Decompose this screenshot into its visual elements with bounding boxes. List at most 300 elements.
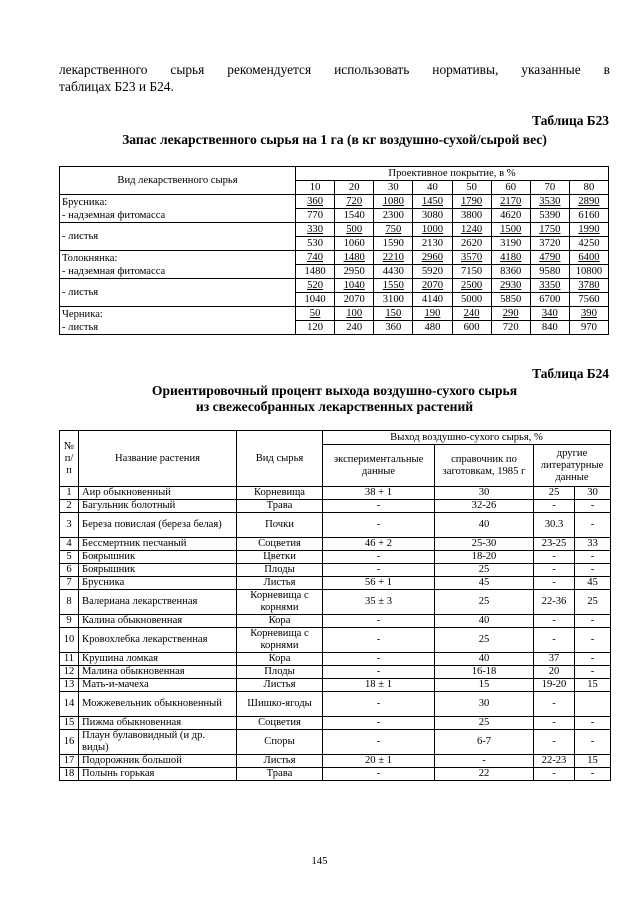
b23-value-air-dry: 1000 bbox=[421, 224, 444, 235]
b23-cell-air-dry bbox=[530, 279, 569, 293]
b23-cell-air-dry bbox=[335, 223, 374, 237]
b24-experimental-value: - bbox=[323, 666, 435, 679]
b24-raw-kind: Споры bbox=[237, 730, 323, 755]
b23-value-raw: 3720 bbox=[530, 237, 569, 251]
b23-cell-air-dry bbox=[452, 251, 491, 265]
b24-row-number: 14 bbox=[60, 692, 79, 717]
b23-cell-air-dry bbox=[296, 251, 335, 265]
b24-plant-name: Брусника bbox=[79, 577, 237, 590]
b23-value-air-dry: 1750 bbox=[539, 224, 561, 235]
b24-header-handbook: справочник по заготовкам, 1985 г bbox=[435, 445, 534, 487]
b23-row-top bbox=[60, 251, 609, 265]
b23-value-air-dry: 360 bbox=[307, 196, 323, 207]
b24-literature-value-2: - bbox=[575, 730, 611, 755]
b23-value-raw: 600 bbox=[452, 321, 491, 335]
b23-cell-air-dry bbox=[296, 279, 335, 293]
b23-value-air-dry: 2170 bbox=[500, 196, 522, 207]
b24-raw-kind: Корневища с корнями bbox=[237, 628, 323, 653]
b24-handbook-value: 40 bbox=[435, 513, 534, 538]
b24-plant-name: Плаун булавовидный (и др. виды) bbox=[79, 730, 237, 755]
b24-literature-value-2: - bbox=[575, 615, 611, 628]
b24-experimental-value: - bbox=[323, 692, 435, 717]
b23-cell-air-dry bbox=[569, 307, 608, 321]
b24-plant-name: Валериана лекарственная bbox=[79, 590, 237, 615]
b23-cell-air-dry bbox=[569, 279, 608, 293]
b24-literature-value-2: - bbox=[575, 513, 611, 538]
b24-row-number: 9 bbox=[60, 615, 79, 628]
b23-value-raw: 1590 bbox=[374, 237, 413, 251]
b24-literature-value-2: - bbox=[575, 653, 611, 666]
b23-value-raw: 4620 bbox=[491, 209, 530, 223]
b24-row bbox=[60, 551, 611, 564]
b24-raw-kind: Почки bbox=[237, 513, 323, 538]
b24-literature-value-1: - bbox=[534, 615, 575, 628]
b23-value-raw: 240 bbox=[335, 321, 374, 335]
b24-literature-value-1: - bbox=[534, 577, 575, 590]
b23-value-air-dry: 330 bbox=[307, 224, 323, 235]
b24-handbook-value: 6-7 bbox=[435, 730, 534, 755]
b24-row bbox=[60, 628, 611, 653]
b23-cell-air-dry bbox=[491, 279, 530, 293]
table-b23-title: Запас лекарственного сырья на 1 га (в кг воздушно-сухой/сырой вес) bbox=[122, 132, 547, 147]
b23-value-air-dry: 500 bbox=[346, 224, 363, 235]
b23-cell-air-dry bbox=[530, 251, 569, 265]
b23-cell-air-dry bbox=[530, 195, 569, 209]
b24-row-number: 1 bbox=[60, 487, 79, 500]
b23-value-air-dry: 2930 bbox=[500, 280, 522, 291]
b23-cell-air-dry bbox=[569, 251, 608, 265]
b24-raw-kind: Цветки bbox=[237, 551, 323, 564]
b24-literature-value-1: 25 bbox=[534, 487, 575, 500]
b24-plant-name: Бессмертник песчаный bbox=[79, 538, 237, 551]
b23-value-air-dry: 3570 bbox=[460, 252, 483, 263]
b24-handbook-value: 32-26 bbox=[435, 500, 534, 513]
page-number: 145 bbox=[311, 856, 328, 867]
b24-literature-value-1: 37 bbox=[534, 653, 575, 666]
b24-row-number: 10 bbox=[60, 628, 79, 653]
b23-coverage-10: 10 bbox=[296, 181, 335, 195]
b23-value-raw: 3800 bbox=[452, 209, 491, 223]
b23-value-raw: 4140 bbox=[413, 293, 452, 307]
b24-row bbox=[60, 590, 611, 615]
b24-raw-kind: Корневища bbox=[237, 487, 323, 500]
b24-literature-value-2: - bbox=[575, 551, 611, 564]
b24-raw-kind: Соцветия bbox=[237, 717, 323, 730]
b24-literature-value-1: - bbox=[534, 717, 575, 730]
b23-value-raw: 7560 bbox=[569, 293, 608, 307]
b24-plant-name: Калина обыкновенная bbox=[79, 615, 237, 628]
b24-plant-name: Малина обыкновенная bbox=[79, 666, 237, 679]
b23-coverage-20: 20 bbox=[335, 181, 374, 195]
b23-cell-air-dry bbox=[413, 251, 452, 265]
b23-value-air-dry: 4180 bbox=[500, 252, 522, 263]
b23-value-air-dry: 3530 bbox=[539, 196, 561, 207]
b23-value-raw: 1060 bbox=[335, 237, 374, 251]
b24-plant-name: Можжевельник обыкновенный bbox=[79, 692, 237, 717]
table-b24-number: Таблица Б24 bbox=[532, 366, 609, 381]
b23-value-air-dry: 190 bbox=[424, 308, 441, 319]
b24-plant-name: Боярышник bbox=[79, 564, 237, 577]
b23-value-raw: 530 bbox=[296, 237, 335, 251]
b24-row-number: 2 bbox=[60, 500, 79, 513]
b24-experimental-value: 20 ± 1 bbox=[323, 755, 435, 768]
b24-handbook-value: 45 bbox=[435, 577, 534, 590]
b23-value-air-dry: 1450 bbox=[421, 196, 444, 207]
b24-experimental-value: - bbox=[323, 730, 435, 755]
b23-cell-air-dry bbox=[335, 307, 374, 321]
b23-cell-air-dry bbox=[452, 223, 491, 237]
b24-row bbox=[60, 615, 611, 628]
b23-species-label bbox=[60, 223, 296, 251]
b23-value-air-dry: 390 bbox=[580, 308, 597, 319]
b24-experimental-value: - bbox=[323, 768, 435, 781]
b23-species-label bbox=[60, 195, 296, 223]
b24-header-num: № п/п bbox=[60, 431, 79, 487]
b24-row bbox=[60, 538, 611, 551]
b24-literature-value-2: 30 bbox=[575, 487, 611, 500]
b24-experimental-value: 18 ± 1 bbox=[323, 679, 435, 692]
b24-experimental-value: 56 + 1 bbox=[323, 577, 435, 590]
b24-plant-name: Аир обыкновенный bbox=[79, 487, 237, 500]
b24-raw-kind: Соцветия bbox=[237, 538, 323, 551]
b23-value-air-dry: 1550 bbox=[382, 280, 404, 291]
b23-value-raw: 1540 bbox=[335, 209, 374, 223]
b24-experimental-value: - bbox=[323, 513, 435, 538]
b24-handbook-value: 25 bbox=[435, 590, 534, 615]
b24-literature-value-2: - bbox=[575, 717, 611, 730]
b24-plant-name: Подорожник большой bbox=[79, 755, 237, 768]
table-b24-title-line-1: Ориентировочный процент выхода воздушно-сухого сырья bbox=[151, 383, 518, 398]
b23-cell-air-dry bbox=[374, 195, 413, 209]
b23-cell-air-dry bbox=[374, 223, 413, 237]
b23-value-air-dry: 290 bbox=[502, 308, 519, 319]
b24-raw-kind: Шишко-ягоды bbox=[237, 692, 323, 717]
b24-row bbox=[60, 564, 611, 577]
b24-experimental-value: - bbox=[323, 500, 435, 513]
b24-row bbox=[60, 730, 611, 755]
b24-row bbox=[60, 513, 611, 538]
b23-row-top bbox=[60, 195, 609, 209]
b23-value-raw: 2070 bbox=[335, 293, 374, 307]
b23-coverage-40: 40 bbox=[413, 181, 452, 195]
b23-value-air-dry: 720 bbox=[346, 196, 363, 207]
b24-raw-kind: Плоды bbox=[237, 666, 323, 679]
b23-cell-air-dry bbox=[452, 279, 491, 293]
b23-cell-air-dry bbox=[413, 307, 452, 321]
b23-value-air-dry: 6400 bbox=[578, 252, 600, 263]
b24-row-number: 18 bbox=[60, 768, 79, 781]
b24-literature-value-1: - bbox=[534, 730, 575, 755]
b23-value-raw: 360 bbox=[374, 321, 413, 335]
b23-value-raw: 2300 bbox=[374, 209, 413, 223]
b24-handbook-value: 15 bbox=[435, 679, 534, 692]
b23-cell-air-dry bbox=[335, 279, 374, 293]
b24-row-number: 3 bbox=[60, 513, 79, 538]
b23-value-raw: 4430 bbox=[374, 265, 413, 279]
b23-value-raw: 7150 bbox=[452, 265, 491, 279]
b24-row-number: 5 bbox=[60, 551, 79, 564]
b23-value-raw: 840 bbox=[530, 321, 569, 335]
b24-literature-value-1: 19-20 bbox=[534, 679, 575, 692]
b24-literature-value-2: - bbox=[575, 768, 611, 781]
b24-plant-name: Багульник болотный bbox=[79, 500, 237, 513]
b23-value-air-dry: 750 bbox=[385, 224, 402, 235]
b24-handbook-value: 30 bbox=[435, 487, 534, 500]
b24-handbook-value: 18-20 bbox=[435, 551, 534, 564]
b24-row bbox=[60, 666, 611, 679]
table-b23-number: Таблица Б23 bbox=[532, 113, 609, 128]
b24-plant-name: Полынь горькая bbox=[79, 768, 237, 781]
b23-value-raw: 2130 bbox=[413, 237, 452, 251]
b23-value-raw: 2950 bbox=[335, 265, 374, 279]
b24-handbook-value: 40 bbox=[435, 653, 534, 666]
b24-row-number: 16 bbox=[60, 730, 79, 755]
b24-raw-kind: Трава bbox=[237, 500, 323, 513]
b24-experimental-value: 35 ± 3 bbox=[323, 590, 435, 615]
b23-species-label-line: Черника: bbox=[62, 308, 103, 320]
b23-value-raw: 6160 bbox=[569, 209, 608, 223]
b24-literature-value-2: 15 bbox=[575, 679, 611, 692]
b24-literature-value-2: - bbox=[575, 500, 611, 513]
b24-row bbox=[60, 755, 611, 768]
b23-row-top bbox=[60, 223, 609, 237]
b24-handbook-value: 30 bbox=[435, 692, 534, 717]
b23-cell-air-dry bbox=[452, 307, 491, 321]
b23-value-air-dry: 1040 bbox=[343, 280, 365, 291]
intro-line-1: лекарственного сырья рекомендуется использовать нормативы, указанные в bbox=[59, 62, 610, 77]
b23-cell-air-dry bbox=[413, 279, 452, 293]
b23-value-air-dry: 2890 bbox=[578, 196, 600, 207]
b23-species-label-line: - надземная фитомасса bbox=[62, 209, 166, 221]
b23-cell-air-dry bbox=[569, 223, 608, 237]
b24-header-literature: другие литературные данные bbox=[534, 445, 611, 487]
b23-value-raw: 2620 bbox=[452, 237, 491, 251]
b23-value-raw: 1480 bbox=[296, 265, 335, 279]
b24-row bbox=[60, 768, 611, 781]
b23-header-coverage: Проективное покрытие, в % bbox=[296, 167, 609, 181]
b23-species-label-line: Толокнянка: bbox=[62, 252, 118, 264]
b24-row-number: 7 bbox=[60, 577, 79, 590]
b24-plant-name: Береза повислая (береза белая) bbox=[79, 513, 237, 538]
b23-value-air-dry: 100 bbox=[346, 308, 363, 319]
b24-raw-kind: Плоды bbox=[237, 564, 323, 577]
b23-cell-air-dry bbox=[452, 195, 491, 209]
b23-value-air-dry: 150 bbox=[385, 308, 402, 319]
b23-cell-air-dry bbox=[530, 307, 569, 321]
b23-cell-air-dry bbox=[296, 195, 335, 209]
b23-value-raw: 3190 bbox=[491, 237, 530, 251]
b23-value-air-dry: 240 bbox=[463, 308, 480, 319]
b24-literature-value-2: - bbox=[575, 666, 611, 679]
b24-raw-kind: Листья bbox=[237, 679, 323, 692]
b23-value-air-dry: 1990 bbox=[578, 224, 600, 235]
b23-value-air-dry: 2070 bbox=[421, 280, 444, 291]
b23-coverage-80: 80 bbox=[569, 181, 608, 195]
b23-value-air-dry: 740 bbox=[307, 252, 323, 263]
b23-value-raw: 120 bbox=[296, 321, 335, 335]
b24-plant-name: Пижма обыкновенная bbox=[79, 717, 237, 730]
b24-raw-kind: Кора bbox=[237, 615, 323, 628]
b24-literature-value-2: - bbox=[575, 628, 611, 653]
b23-cell-air-dry bbox=[530, 223, 569, 237]
b24-experimental-value: - bbox=[323, 615, 435, 628]
b23-coverage-60: 60 bbox=[491, 181, 530, 195]
b24-handbook-value: - bbox=[435, 755, 534, 768]
b23-value-air-dry: 3350 bbox=[539, 280, 561, 291]
b24-experimental-value: - bbox=[323, 653, 435, 666]
b23-species-label-line: - листья bbox=[62, 321, 99, 333]
table-b24-title bbox=[59, 383, 610, 415]
table-b24 bbox=[59, 430, 611, 781]
b24-handbook-value: 16-18 bbox=[435, 666, 534, 679]
b24-experimental-value: 38 + 1 bbox=[323, 487, 435, 500]
intro-paragraph bbox=[59, 61, 610, 95]
b24-literature-value-1: 23-25 bbox=[534, 538, 575, 551]
b23-coverage-70: 70 bbox=[530, 181, 569, 195]
b23-species-label-line: - листья bbox=[62, 287, 99, 298]
b24-literature-value-1: - bbox=[534, 564, 575, 577]
b24-row bbox=[60, 500, 611, 513]
b24-row bbox=[60, 577, 611, 590]
b23-cell-air-dry bbox=[335, 251, 374, 265]
b23-species-label-line: - листья bbox=[62, 231, 99, 242]
b23-value-raw: 5000 bbox=[452, 293, 491, 307]
b24-raw-kind: Листья bbox=[237, 577, 323, 590]
b24-literature-value-1: 22-36 bbox=[534, 590, 575, 615]
b24-raw-kind: Корневища с корнями bbox=[237, 590, 323, 615]
b23-cell-air-dry bbox=[374, 251, 413, 265]
b24-raw-kind: Кора bbox=[237, 653, 323, 666]
b23-value-air-dry: 2210 bbox=[382, 252, 404, 263]
b23-value-air-dry: 520 bbox=[307, 280, 323, 291]
b23-value-raw: 4250 bbox=[569, 237, 608, 251]
b24-handbook-value: 22 bbox=[435, 768, 534, 781]
table-b23 bbox=[59, 166, 609, 335]
b23-value-air-dry: 2960 bbox=[421, 252, 444, 263]
b24-experimental-value: - bbox=[323, 628, 435, 653]
b24-raw-kind: Трава bbox=[237, 768, 323, 781]
b23-value-air-dry: 1500 bbox=[500, 224, 522, 235]
b24-plant-name: Крушина ломкая bbox=[79, 653, 237, 666]
b23-value-air-dry: 4790 bbox=[539, 252, 561, 263]
b24-literature-value-2: - bbox=[575, 564, 611, 577]
b24-literature-value-2: 25 bbox=[575, 590, 611, 615]
b23-value-raw: 1040 bbox=[296, 293, 335, 307]
b24-row-number: 4 bbox=[60, 538, 79, 551]
b23-cell-air-dry bbox=[374, 279, 413, 293]
b23-row-top bbox=[60, 307, 609, 321]
b24-literature-value-2: 45 bbox=[575, 577, 611, 590]
b24-row bbox=[60, 487, 611, 500]
b23-value-raw: 3100 bbox=[374, 293, 413, 307]
b23-species-label-line: - надземная фитомасса bbox=[62, 265, 166, 277]
b23-cell-air-dry bbox=[491, 195, 530, 209]
b23-value-air-dry: 1790 bbox=[460, 196, 483, 207]
b23-value-raw: 3080 bbox=[413, 209, 452, 223]
b23-value-air-dry: 3780 bbox=[578, 280, 600, 291]
b23-value-raw: 480 bbox=[413, 321, 452, 335]
b23-value-air-dry: 1080 bbox=[382, 196, 404, 207]
b24-literature-value-1: - bbox=[534, 500, 575, 513]
b24-row-number: 6 bbox=[60, 564, 79, 577]
b23-cell-air-dry bbox=[491, 251, 530, 265]
b23-cell-air-dry bbox=[491, 307, 530, 321]
b24-row bbox=[60, 717, 611, 730]
b24-literature-value-1: 20 bbox=[534, 666, 575, 679]
b24-header-experimental: экспериментальные данные bbox=[323, 445, 435, 487]
b24-literature-value-1: 30.3 bbox=[534, 513, 575, 538]
b24-literature-value-2: 15 bbox=[575, 755, 611, 768]
b23-header-species: Вид лекарственного сырья bbox=[60, 167, 296, 195]
b24-header-name: Название растения bbox=[79, 431, 237, 487]
b23-cell-air-dry bbox=[296, 223, 335, 237]
b24-handbook-value: 25 bbox=[435, 628, 534, 653]
b23-value-raw: 5390 bbox=[530, 209, 569, 223]
b24-literature-value-1: - bbox=[534, 692, 575, 717]
b24-literature-value-1: 22-23 bbox=[534, 755, 575, 768]
b24-literature-value-2: 33 bbox=[575, 538, 611, 551]
b24-plant-name: Боярышник bbox=[79, 551, 237, 564]
b23-cell-air-dry bbox=[491, 223, 530, 237]
b23-value-raw: 8360 bbox=[491, 265, 530, 279]
b24-handbook-value: 25 bbox=[435, 564, 534, 577]
b24-experimental-value: 46 + 2 bbox=[323, 538, 435, 551]
b23-species-label bbox=[60, 251, 296, 279]
b24-row-number: 11 bbox=[60, 653, 79, 666]
table-b24-title-line-2: из свежесобранных лекарственных растений bbox=[195, 399, 474, 414]
b23-value-raw: 5850 bbox=[491, 293, 530, 307]
b23-value-raw: 9580 bbox=[530, 265, 569, 279]
b24-plant-name: Кровохлебка лекарственная bbox=[79, 628, 237, 653]
b24-handbook-value: 25-30 bbox=[435, 538, 534, 551]
b23-cell-air-dry bbox=[335, 195, 374, 209]
b23-row-top bbox=[60, 279, 609, 293]
b23-value-air-dry: 1480 bbox=[343, 252, 365, 263]
b23-value-raw: 770 bbox=[296, 209, 335, 223]
b23-value-air-dry: 1240 bbox=[460, 224, 483, 235]
b23-cell-air-dry bbox=[413, 195, 452, 209]
b23-cell-air-dry bbox=[296, 307, 335, 321]
b23-value-raw: 6700 bbox=[530, 293, 569, 307]
b23-cell-air-dry bbox=[374, 307, 413, 321]
b24-literature-value-1: - bbox=[534, 768, 575, 781]
b23-value-air-dry: 2500 bbox=[460, 280, 483, 291]
b24-row bbox=[60, 692, 611, 717]
b23-species-label bbox=[60, 279, 296, 307]
b23-species-label bbox=[60, 307, 296, 335]
b24-literature-value-1: - bbox=[534, 628, 575, 653]
b24-row-number: 13 bbox=[60, 679, 79, 692]
b24-row-number: 15 bbox=[60, 717, 79, 730]
b23-coverage-50: 50 bbox=[452, 181, 491, 195]
b24-row-number: 12 bbox=[60, 666, 79, 679]
b24-header-yield: Выход воздушно-сухого сырья, % bbox=[323, 431, 611, 445]
b24-row bbox=[60, 653, 611, 666]
b24-raw-kind: Листья bbox=[237, 755, 323, 768]
b24-row bbox=[60, 679, 611, 692]
b23-value-air-dry: 50 bbox=[309, 308, 321, 319]
b24-literature-value-2 bbox=[575, 692, 611, 717]
b23-value-air-dry: 340 bbox=[541, 308, 558, 319]
b24-experimental-value: - bbox=[323, 564, 435, 577]
b23-value-raw: 5920 bbox=[413, 265, 452, 279]
b24-handbook-value: 25 bbox=[435, 717, 534, 730]
b24-experimental-value: - bbox=[323, 551, 435, 564]
b23-cell-air-dry bbox=[569, 195, 608, 209]
b23-coverage-30: 30 bbox=[374, 181, 413, 195]
b24-experimental-value: - bbox=[323, 717, 435, 730]
b24-row-number: 8 bbox=[60, 590, 79, 615]
